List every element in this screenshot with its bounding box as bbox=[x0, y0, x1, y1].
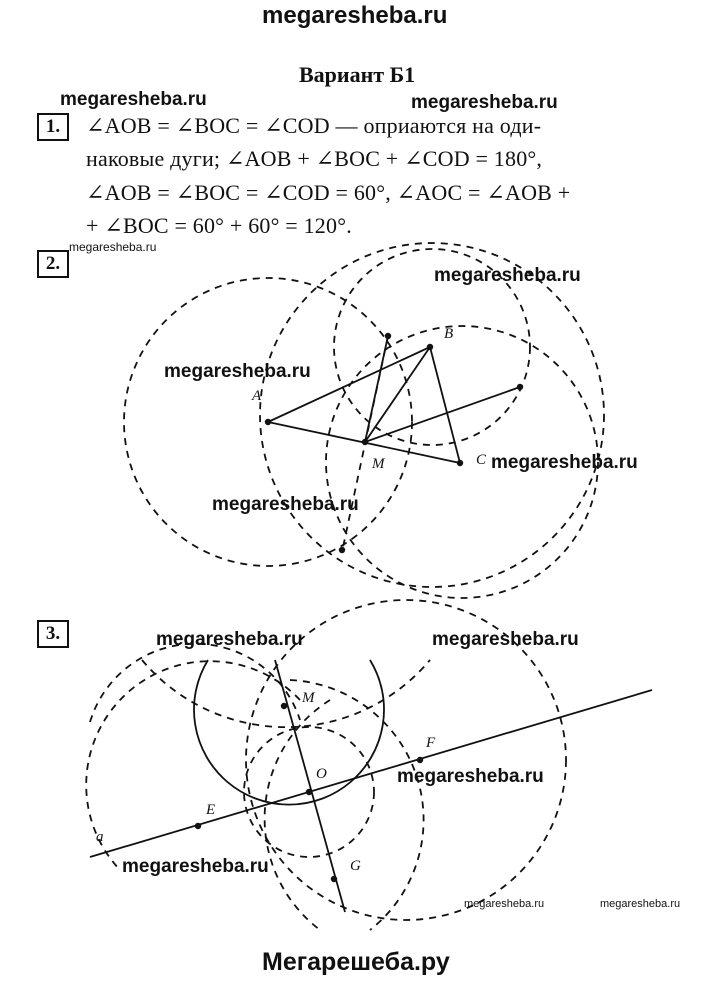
label-line-a: a bbox=[96, 829, 104, 845]
problem-1-line-1: ∠AOB = ∠BOC = ∠COD — оприаются на оди- bbox=[86, 113, 542, 138]
problem-1-line-3: ∠AOB = ∠BOC = ∠COD = 60°, ∠AOC = ∠AOB + bbox=[86, 180, 571, 205]
point bbox=[385, 333, 391, 339]
watermark: megaresheba.ru bbox=[164, 361, 311, 382]
arc bbox=[90, 644, 300, 722]
point-e bbox=[195, 823, 201, 829]
arc bbox=[290, 680, 424, 930]
point-c bbox=[457, 460, 463, 466]
point-m3 bbox=[281, 703, 287, 709]
watermark: megaresheba.ru bbox=[491, 452, 638, 473]
problem-1-line-4: + ∠BOC = 60° + 60° = 120°. bbox=[86, 213, 352, 238]
watermark: megaresheba.ru bbox=[600, 898, 681, 910]
arc-circle bbox=[260, 243, 604, 587]
point-b bbox=[427, 344, 433, 350]
label-a: A bbox=[252, 388, 262, 404]
point-m bbox=[362, 439, 368, 445]
label-m3: M bbox=[302, 690, 315, 706]
label-b: B bbox=[444, 326, 454, 342]
segment-ab bbox=[268, 347, 430, 422]
footer-brand: Мегарешеба.ру bbox=[262, 948, 450, 976]
watermark: megaresheba.ru bbox=[69, 240, 157, 254]
arc bbox=[142, 660, 430, 727]
watermark: megaresheba.ru bbox=[60, 89, 207, 110]
problem-1-number: 1. bbox=[37, 113, 69, 141]
label-f: F bbox=[426, 735, 436, 751]
label-g: G bbox=[350, 858, 361, 874]
arc bbox=[86, 661, 300, 870]
page-title: Вариант Б1 bbox=[299, 62, 416, 87]
segment-bc bbox=[430, 347, 460, 463]
problem-3-number: 3. bbox=[37, 620, 69, 648]
point-a bbox=[265, 419, 271, 425]
circle-o bbox=[194, 660, 384, 805]
watermark: megaresheba.ru bbox=[397, 766, 544, 787]
line-a bbox=[90, 690, 652, 857]
problem-2-number: 2. bbox=[37, 250, 69, 278]
figure-2-arcs bbox=[124, 243, 604, 598]
watermark: megaresheba.ru bbox=[464, 898, 545, 910]
watermark: megaresheba.ru bbox=[411, 92, 558, 113]
label-o: O bbox=[316, 766, 327, 782]
watermark: megaresheba.ru bbox=[432, 629, 579, 650]
watermark: megaresheba.ru bbox=[434, 265, 581, 286]
header-watermark: megaresheba.ru bbox=[262, 2, 448, 29]
label-e: E bbox=[206, 802, 216, 818]
point-o bbox=[306, 789, 312, 795]
watermark: megaresheba.ru bbox=[212, 494, 359, 515]
point bbox=[339, 547, 345, 553]
problem-1-line-2: наковые дуги; ∠AOB + ∠BOC + ∠COD = 180°, bbox=[86, 146, 543, 171]
watermark: megaresheba.ru bbox=[122, 856, 269, 877]
watermark: megaresheba.ru bbox=[156, 629, 303, 650]
point-f bbox=[417, 757, 423, 763]
point bbox=[517, 384, 523, 390]
point-g bbox=[331, 876, 337, 882]
label-c: C bbox=[476, 452, 487, 468]
label-m: M bbox=[372, 456, 385, 472]
